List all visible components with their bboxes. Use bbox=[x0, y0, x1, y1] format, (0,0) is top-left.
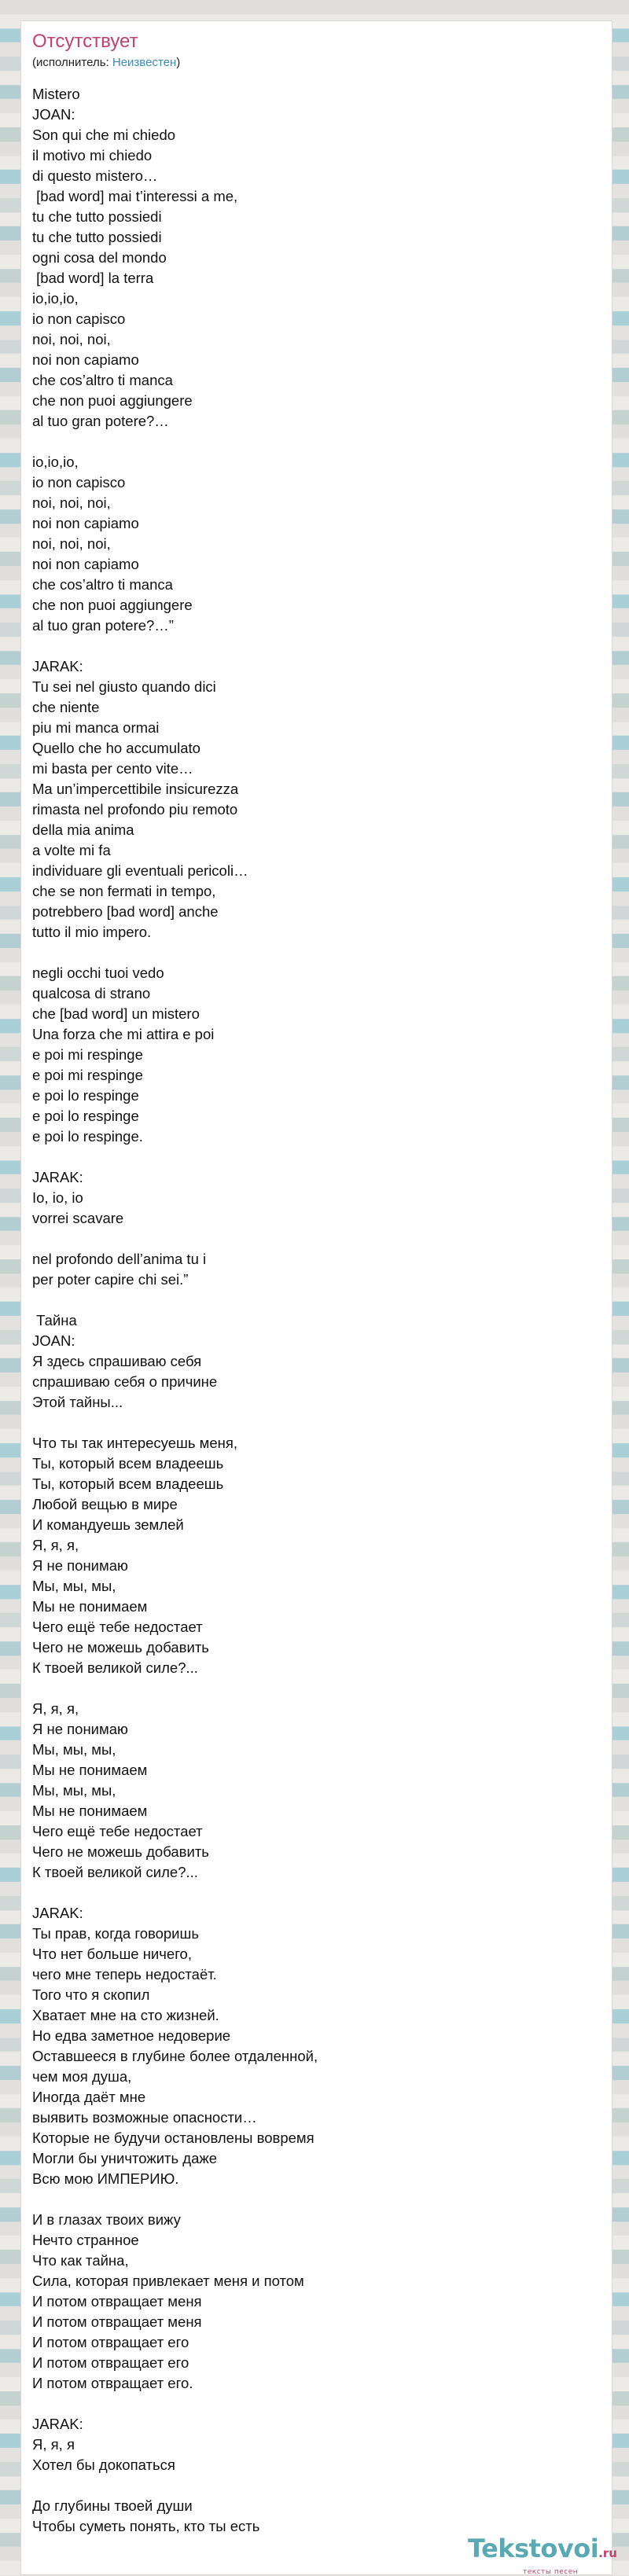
lyric-line: Мы, мы, мы, bbox=[32, 1741, 116, 1758]
lyric-line: che cos’altro ti manca bbox=[32, 576, 173, 593]
lyric-line: Чтобы суметь понять, кто ты есть bbox=[32, 2518, 260, 2534]
lyric-line: Оставшееся в глубине более отдаленной, bbox=[32, 2048, 318, 2064]
lyric-line: Мы не понимаем bbox=[32, 1762, 148, 1778]
lyric-line: Нечто странное bbox=[32, 2232, 139, 2248]
lyric-line: Я не понимаю bbox=[32, 1557, 128, 1574]
site-logo[interactable] bbox=[468, 2534, 625, 2576]
lyric-line: [bad word] mai t’interessi a me, bbox=[32, 188, 238, 204]
lyric-line: Io, io, io bbox=[32, 1189, 83, 1206]
lyric-line bbox=[32, 2475, 598, 2496]
lyric-line: tu che tutto possiedi bbox=[32, 208, 162, 225]
lyric-line: e poi mi respinge bbox=[32, 1046, 143, 1063]
lyric-line: io,io,io, bbox=[32, 290, 79, 307]
lyric-line: il motivo mi chiedo bbox=[32, 147, 153, 164]
lyric-line: che [bad word] un mistero bbox=[32, 1005, 200, 1022]
lyric-line: io non capisco bbox=[32, 474, 126, 491]
lyric-line: di questo mistero… bbox=[32, 167, 158, 184]
lyric-line: чего мне теперь недостаёт. bbox=[32, 1966, 217, 1983]
lyric-line: a volte mi fa bbox=[32, 842, 111, 858]
lyrics-text bbox=[32, 84, 598, 2537]
lyric-line bbox=[32, 1413, 598, 1433]
lyric-line: noi non capiamo bbox=[32, 556, 139, 572]
lyric-line: Я здесь спрашиваю себя bbox=[32, 1353, 202, 1369]
lyric-line: Я, я, я bbox=[32, 2436, 75, 2453]
logo-tld: .ru bbox=[598, 2546, 617, 2560]
lyric-line: Quello che ho accumulato bbox=[32, 740, 200, 756]
song-title: Отсутствует bbox=[32, 31, 138, 52]
lyric-line bbox=[32, 1290, 598, 1310]
lyric-line: Мы не понимаем bbox=[32, 1802, 148, 1819]
lyric-line: io non capisco bbox=[32, 311, 126, 327]
lyric-line: Una forza che mi attira e poi bbox=[32, 1026, 215, 1042]
lyric-line: Мы не понимаем bbox=[32, 1598, 148, 1615]
lyric-line: della mia anima bbox=[32, 821, 134, 838]
lyric-line: Всю мою ИМПЕРИЮ. bbox=[32, 2170, 179, 2187]
lyric-line bbox=[32, 636, 598, 656]
lyric-line: И потом отвращает его bbox=[32, 2354, 189, 2371]
lyric-line: Ты, который всем владеешь bbox=[32, 1455, 224, 1472]
lyric-line: Того что я скопил bbox=[32, 1986, 150, 2003]
lyric-line: piu mi manca ormai bbox=[32, 719, 160, 736]
lyric-line bbox=[32, 943, 598, 963]
lyric-line: che niente bbox=[32, 699, 100, 715]
lyric-line: Что нет больше ничего, bbox=[32, 1946, 192, 1962]
lyric-line: ogni cosa del mondo bbox=[32, 249, 167, 266]
lyric-line: qualcosa di strano bbox=[32, 985, 151, 1001]
lyric-line: nel profondo dell’anima tu i bbox=[32, 1251, 207, 1267]
lyric-line: Ты, который всем владеешь bbox=[32, 1475, 224, 1492]
lyric-line: До глубины твоей души bbox=[32, 2497, 193, 2514]
lyric-line: al tuo gran potere?…” bbox=[32, 617, 174, 634]
lyric-line: Хватает мне на сто жизней. bbox=[32, 2007, 219, 2023]
lyric-line: Son qui che mi chiedo bbox=[32, 127, 176, 143]
lyric-line: negli occhi tuoi vedo bbox=[32, 965, 164, 981]
lyric-line: Тайна bbox=[32, 1312, 77, 1328]
lyric-line: che se non fermati in tempo, bbox=[32, 883, 216, 899]
lyric-line: И потом отвращает его bbox=[32, 2334, 189, 2350]
lyric-line: noi, noi, noi, bbox=[32, 494, 111, 511]
lyric-line: Мы, мы, мы, bbox=[32, 1782, 116, 1799]
lyric-line: И потом отвращает его. bbox=[32, 2375, 193, 2391]
lyric-line: Tu sei nel giusto quando dici bbox=[32, 678, 216, 695]
lyric-line: Любой вещью в мире bbox=[32, 1496, 178, 1512]
lyric-line: Я не понимаю bbox=[32, 1721, 128, 1737]
lyric-line: Иногда даёт мне bbox=[32, 2089, 146, 2105]
lyric-line: И потом отвращает меня bbox=[32, 2293, 202, 2310]
lyric-line: Но едва заметное недоверие bbox=[32, 2027, 231, 2044]
lyric-line: Что как тайна, bbox=[32, 2252, 129, 2269]
lyric-line: individuare gli eventuali pericoli… bbox=[32, 862, 248, 879]
lyric-line: И в глазах твоих вижу bbox=[32, 2211, 181, 2228]
lyric-line bbox=[32, 2394, 598, 2414]
lyric-line: Которые не будучи остановлены вовремя bbox=[32, 2130, 314, 2146]
lyric-line: К твоей великой силе?... bbox=[32, 1864, 198, 1880]
lyric-line: potrebbero [bad word] anche bbox=[32, 903, 219, 920]
lyric-line: Я, я, я, bbox=[32, 1537, 79, 1553]
lyric-line: Могли бы уничтожить даже bbox=[32, 2150, 218, 2166]
logo-tagline: тексты песен bbox=[523, 2568, 579, 2576]
lyric-line: JARAK: bbox=[32, 1169, 83, 1185]
artist-suffix: ) bbox=[176, 56, 181, 69]
lyric-line bbox=[32, 432, 598, 452]
artist-link[interactable]: Неизвестен bbox=[112, 56, 177, 69]
lyric-line: al tuo gran potere?… bbox=[32, 413, 169, 429]
lyric-line: e poi lo respinge bbox=[32, 1108, 139, 1124]
lyric-line: noi, noi, noi, bbox=[32, 535, 111, 552]
lyric-line: Mistero bbox=[32, 86, 80, 102]
artist-prefix: (исполнитель: bbox=[32, 56, 112, 69]
lyric-line: JARAK: bbox=[32, 658, 83, 674]
lyric-line: К твоей великой силе?... bbox=[32, 1659, 198, 1676]
lyric-line: JARAK: bbox=[32, 1905, 83, 1921]
lyric-line: mi basta per cento vite… bbox=[32, 760, 193, 777]
lyric-line bbox=[32, 1147, 598, 1167]
lyric-line: Я, я, я, bbox=[32, 1700, 79, 1717]
lyric-line: e poi lo respinge bbox=[32, 1087, 139, 1104]
lyric-line bbox=[32, 1678, 598, 1699]
lyric-line: чем моя душа, bbox=[32, 2068, 132, 2085]
lyrics-card bbox=[20, 20, 617, 2576]
lyric-line: Чего не можешь добавить bbox=[32, 1843, 209, 1860]
lyric-line: JOAN: bbox=[32, 1332, 75, 1349]
lyric-line: Мы, мы, мы, bbox=[32, 1578, 116, 1594]
lyric-line: спрашиваю себя о причине bbox=[32, 1373, 218, 1390]
lyric-line: noi non capiamo bbox=[32, 351, 139, 368]
lyric-line: che non puoi aggiungere bbox=[32, 392, 193, 409]
lyric-line: Чего ещё тебе недостает bbox=[32, 1823, 203, 1839]
logo-name: Tekstovoi bbox=[468, 2534, 599, 2563]
lyric-line bbox=[32, 2189, 598, 2210]
lyric-line bbox=[32, 1883, 598, 1903]
lyric-line: JOAN: bbox=[32, 106, 75, 123]
lyric-line bbox=[32, 1229, 598, 1249]
lyric-line: per poter capire chi sei.” bbox=[32, 1271, 189, 1288]
lyric-line: tutto il mio impero. bbox=[32, 924, 152, 940]
lyric-line: Ты прав, когда говоришь bbox=[32, 1925, 200, 1942]
lyric-line: И командуешь землей bbox=[32, 1516, 184, 1533]
lyric-line: Сила, которая привлекает меня и потом bbox=[32, 2273, 304, 2289]
lyric-line: Хотел бы докопаться bbox=[32, 2457, 175, 2473]
lyric-line: io,io,io, bbox=[32, 454, 79, 470]
lyric-line: tu che tutto possiedi bbox=[32, 229, 162, 245]
lyric-line: noi non capiamo bbox=[32, 515, 139, 531]
lyric-line: Этой тайны... bbox=[32, 1394, 123, 1410]
artist-line bbox=[32, 56, 180, 69]
lyric-line: JARAK: bbox=[32, 2416, 83, 2432]
lyric-line: Чего ещё тебе недостает bbox=[32, 1619, 203, 1635]
lyric-line: e poi mi respinge bbox=[32, 1067, 143, 1083]
lyric-line: Чего не можешь добавить bbox=[32, 1639, 209, 1655]
lyric-line: che cos’altro ti manca bbox=[32, 372, 173, 388]
lyric-line: Ma un’impercettibile insicurezza bbox=[32, 781, 239, 797]
lyric-line: e poi lo respinge. bbox=[32, 1128, 143, 1145]
lyric-line: [bad word] la terra bbox=[32, 270, 154, 286]
lyric-line: noi, noi, noi, bbox=[32, 331, 111, 347]
lyric-line: vorrei scavare bbox=[32, 1210, 124, 1226]
lyric-line: che non puoi aggiungere bbox=[32, 597, 193, 613]
lyric-line: И потом отвращает меня bbox=[32, 2313, 202, 2330]
lyric-line: rimasta nel profondo piu remoto bbox=[32, 801, 238, 818]
lyric-line: выявить возможные опасности… bbox=[32, 2109, 257, 2126]
lyric-line: Что ты так интересуешь меня, bbox=[32, 1435, 237, 1451]
